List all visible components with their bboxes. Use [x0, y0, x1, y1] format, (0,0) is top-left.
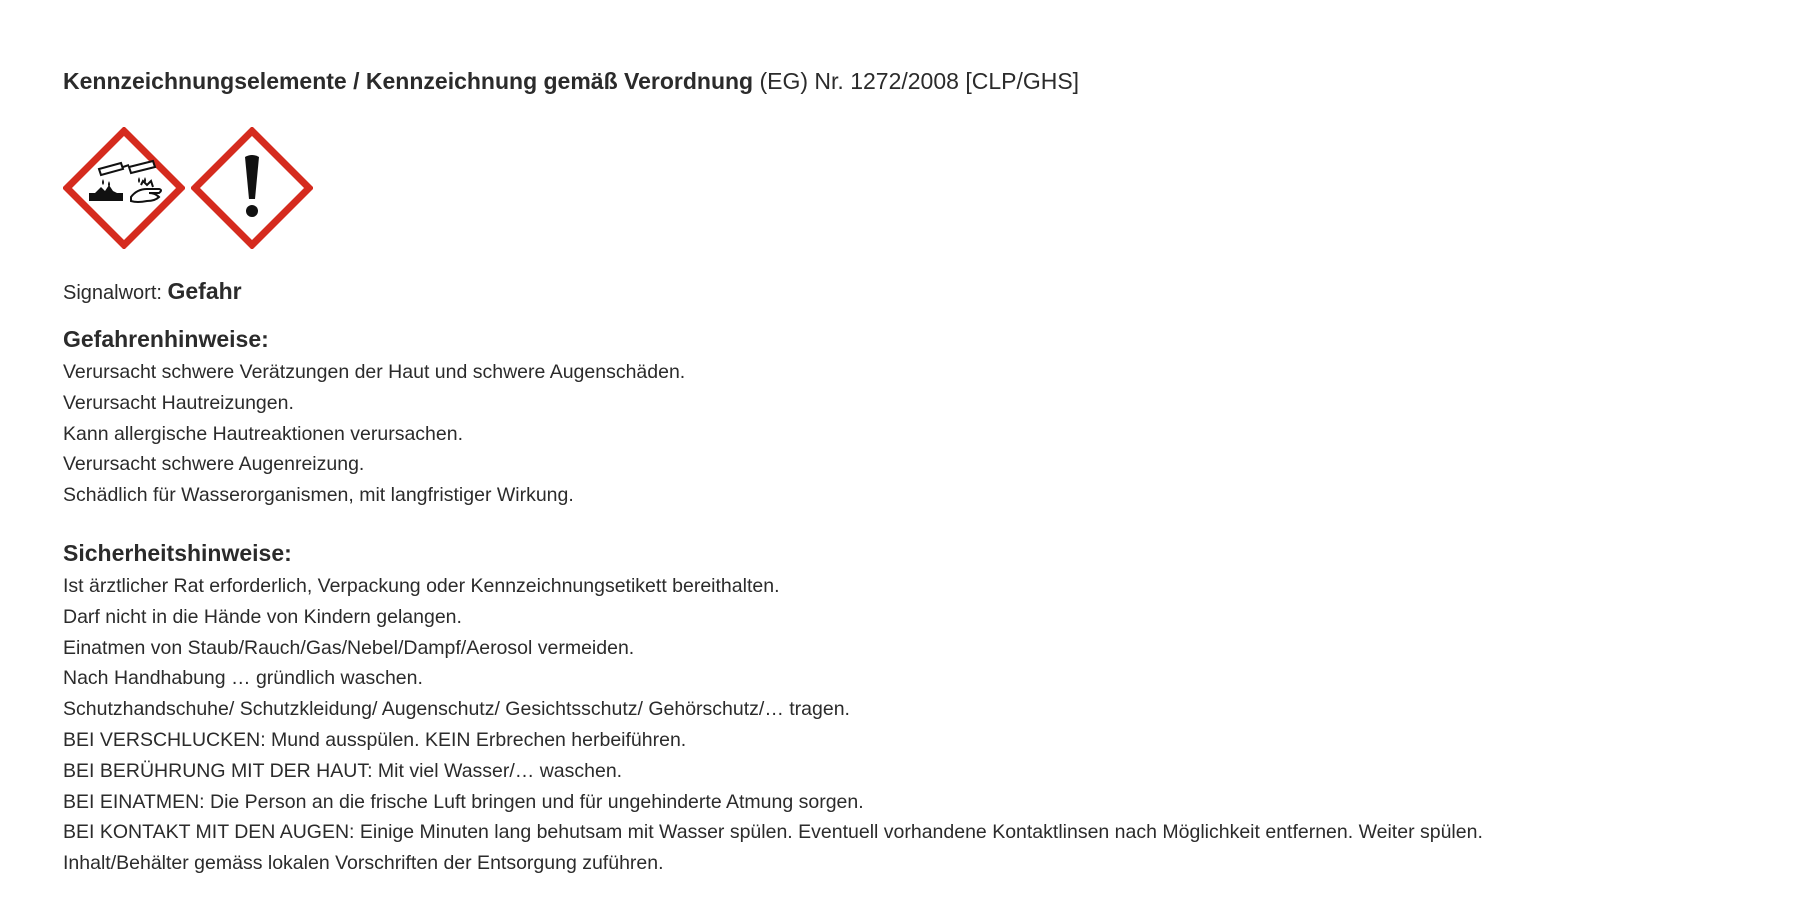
precautionary-statement: Inhalt/Behälter gemäss lokalen Vorschriften der Entsorgung zuführen.: [63, 852, 664, 875]
precautionary-statement: Ist ärztlicher Rat erforderlich, Verpackung oder Kennzeichnungsetikett bereithalten.: [63, 575, 780, 597]
section-heading-regulation: (EG) Nr. 1272/2008 [CLP/GHS]: [753, 68, 1080, 94]
section-heading: [63, 66, 1079, 96]
signal-word-label: Signalwort:: [63, 282, 168, 304]
hazard-statement: Kann allergische Hautreaktionen verursachen.: [63, 422, 463, 445]
precautionary-statements-title: Sicherheitshinweise:: [63, 540, 292, 566]
hazard-statement: Verursacht schwere Verätzungen der Haut und schwere Augenschäden.: [63, 361, 686, 383]
signal-word-value: Gefahr: [167, 278, 242, 304]
hazard-statements-title: Gefahrenhinweise:: [63, 326, 269, 352]
precautionary-statement: Darf nicht in die Hände von Kindern gelangen.: [63, 605, 462, 628]
hazard-statement: Verursacht Hautreizungen.: [63, 391, 294, 414]
hazard-statements-list: [63, 357, 685, 511]
corrosion-pictogram-icon: [63, 127, 185, 249]
precautionary-statement: Einatmen von Staub/Rauch/Gas/Nebel/Dampf/Aerosol vermeiden.: [63, 636, 635, 659]
signal-word: [63, 276, 242, 308]
hazard-statement: Verursacht schwere Augenreizung.: [63, 453, 365, 476]
precautionary-statement: Nach Handhabung … gründlich waschen.: [63, 667, 423, 690]
precautionary-statements-list: [63, 571, 1483, 879]
precautionary-statement: BEI EINATMEN: Die Person an die frische Luft bringen und für ungehinderte Atmung sorgen.: [63, 790, 864, 813]
precautionary-statement: Schutzhandschuhe/ Schutzkleidung/ Augenschutz/ Gesichtsschutz/ Gehörschutz/… tragen.: [63, 698, 850, 721]
exclamation-mark-pictogram-icon: [191, 127, 313, 249]
hazard-statement: Schädlich für Wasserorganismen, mit langfristiger Wirkung.: [63, 484, 574, 507]
ghs-pictograms: [63, 127, 313, 249]
precautionary-statement: BEI BERÜHRUNG MIT DER HAUT: Mit viel Wasser/… waschen.: [63, 759, 623, 782]
precautionary-statement: BEI KONTAKT MIT DEN AUGEN: Einige Minuten lang behutsam mit Wasser spülen. Eventuell vorhandene Kontaktlinsen nach Möglichkeit entfernen. Weiter spülen.: [63, 821, 1483, 844]
precautionary-statement: BEI VERSCHLUCKEN: Mund ausspülen. KEIN Erbrechen herbeiführen.: [63, 728, 687, 751]
section-heading-bold: Kennzeichnungselemente / Kennzeichnung gemäß Verordnung: [63, 68, 754, 94]
